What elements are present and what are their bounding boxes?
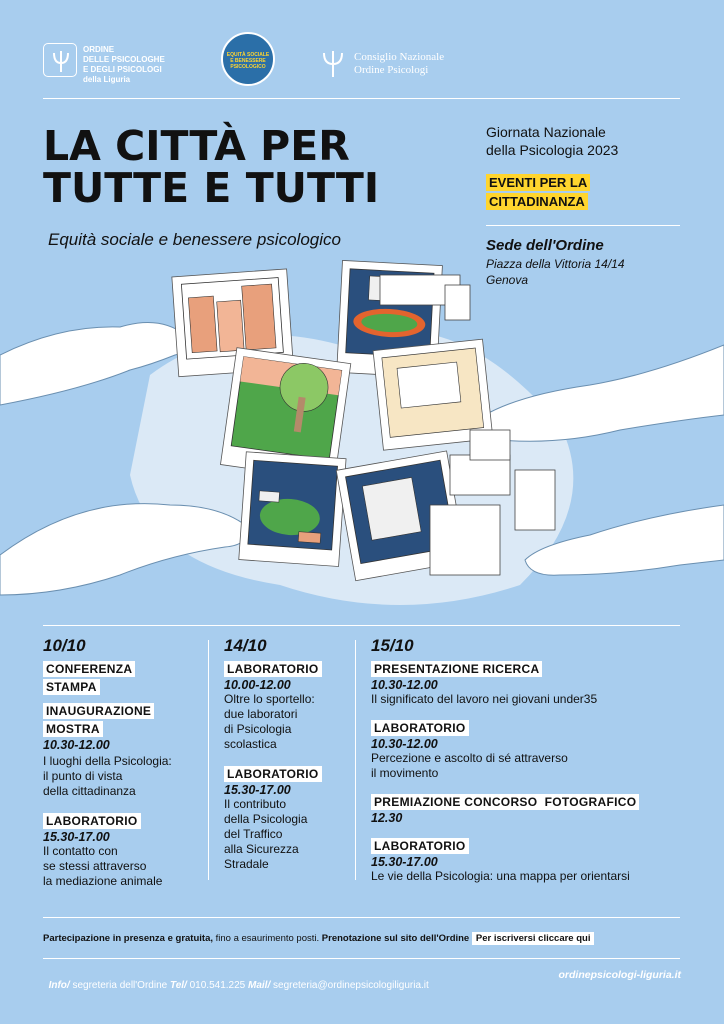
event-tag: LABORATORIO	[224, 766, 322, 782]
event-time: 10.30-12.00	[371, 737, 438, 751]
desc-line: alla Sicurezza	[224, 842, 299, 856]
event-desc: Il significato del lavoro nei giovani under35	[371, 692, 598, 706]
eventi-line: EVENTI PER LA	[486, 174, 590, 191]
footer-divider-top	[43, 917, 680, 918]
program-divider	[43, 625, 680, 626]
eventi-line: CITTADINANZA	[486, 193, 588, 210]
desc-line: I luoghi della Psicologia:	[43, 754, 172, 768]
title-line-1: LA CITTÀ PER	[43, 122, 350, 170]
info-value: segreteria dell'Ordine	[69, 980, 170, 991]
date-15-10: 15/10	[371, 636, 414, 655]
event-tag: PRESENTAZIONE RICERCA	[371, 661, 542, 677]
event-desc	[371, 751, 683, 781]
sede-title: Sede dell'Ordine	[486, 237, 604, 254]
logo-ordine-line: E DEGLI PSICOLOGI	[83, 65, 162, 74]
desc-line: del Traffico	[224, 827, 283, 841]
event-desc	[224, 692, 354, 752]
logo-ordine-line: della Liguria	[83, 75, 131, 84]
sede-addr-line: Genova	[486, 273, 529, 287]
event-desc	[43, 754, 218, 799]
column-divider	[355, 640, 356, 880]
contact-info	[43, 969, 429, 991]
program-day-10-10	[43, 636, 218, 889]
title-line-2: TUTTE E TUTTI	[43, 164, 380, 212]
event-tag: INAUGURAZIONE	[43, 703, 154, 719]
event-tag: LABORATORIO	[371, 838, 469, 854]
giornata-text	[486, 123, 618, 159]
eventi-highlight	[486, 173, 590, 211]
program-day-14-10	[224, 636, 354, 872]
desc-line: Stradale	[224, 857, 269, 871]
event-tag: LABORATORIO	[43, 813, 141, 829]
subtitle: Equità sociale e benessere psicologico	[48, 230, 341, 249]
mail-value[interactable]: segreteria@ordinepsicologiliguria.it	[270, 980, 429, 991]
desc-line: Percezione e ascolto di sé attraverso	[371, 751, 568, 765]
event-time: 15.30-17.00	[371, 855, 438, 869]
register-link[interactable]: Per iscriversi cliccare qui	[472, 932, 595, 945]
cnop-line: Ordine Psicologi	[354, 64, 429, 76]
event-time: 15.30-17.00	[224, 783, 291, 797]
tel-label: Tel/	[169, 980, 187, 991]
badge-line: EQUITÀ SOCIALE	[226, 52, 270, 58]
event-desc	[224, 797, 354, 872]
tel-value[interactable]: 010.541.225	[186, 980, 248, 991]
desc-line: di Psicologia	[224, 722, 292, 736]
main-title	[43, 122, 380, 212]
column-divider	[208, 640, 209, 880]
program-day-15-10	[371, 636, 683, 884]
desc-line: due laboratori	[224, 707, 298, 721]
cnop-logo[interactable]	[318, 47, 468, 79]
giornata-badge	[221, 32, 275, 86]
giornata-line: Giornata Nazionale	[486, 124, 606, 140]
logo-ordine-line: DELLE PSICOLOGHE	[83, 55, 165, 64]
event-time: 10.00-12.00	[224, 678, 291, 692]
participation-note	[43, 933, 594, 944]
desc-line: Il contatto con	[43, 844, 118, 858]
ordine-logo[interactable]	[43, 43, 183, 84]
website-link[interactable]: ordinepsicologi-liguria.it	[558, 969, 681, 981]
sede-addr-line: Piazza della Vittoria 14/14	[486, 257, 625, 271]
psi-logo-icon	[43, 43, 77, 77]
desc-line: della Psicologia	[224, 812, 308, 826]
photo-cars	[239, 452, 346, 567]
cnop-line: Consiglio Nazionale	[354, 51, 445, 63]
desc-line: il movimento	[371, 766, 439, 780]
info-label: Info/	[48, 980, 70, 991]
hand-bottom-left	[0, 504, 248, 595]
footer-divider-bottom	[43, 958, 680, 959]
event-time: 15.30-17.00	[43, 830, 110, 844]
event-time: 10.30-12.00	[43, 738, 110, 752]
badge-line: PSICOLOGICO	[230, 64, 266, 70]
event-desc	[43, 844, 218, 889]
event-tag: MOSTRA	[43, 721, 103, 737]
event-tag: STAMPA	[43, 679, 100, 695]
desc-line: Oltre lo sportello:	[224, 692, 315, 706]
event-desc: Le vie della Psicologia: una mappa per orientarsi	[371, 869, 630, 883]
desc-line: della cittadinanza	[43, 784, 136, 798]
desc-line: scolastica	[224, 737, 277, 751]
note-part: Prenotazione sul sito dell'Ordine	[321, 933, 470, 944]
event-tag: CONFERENZA	[43, 661, 135, 677]
side-divider	[486, 225, 680, 226]
date-14-10: 14/10	[224, 636, 267, 655]
logo-ordine-line: ORDINE	[83, 45, 115, 54]
cnop-psi-icon	[318, 47, 348, 79]
event-tag: LABORATORIO	[224, 661, 322, 677]
event-time: 10.30-12.00	[371, 678, 438, 692]
desc-line: il punto di vista	[43, 769, 123, 783]
desc-line: la mediazione animale	[43, 874, 163, 888]
city-photos-illustration	[0, 255, 724, 620]
date-10-10: 10/10	[43, 636, 86, 655]
giornata-line: della Psicologia 2023	[486, 142, 619, 158]
event-tag: LABORATORIO	[371, 720, 469, 736]
header-divider	[43, 98, 680, 99]
note-part: Partecipazione in presenza e gratuita,	[43, 933, 213, 944]
desc-line: se stessi attraverso	[43, 859, 147, 873]
event-time: 12.30	[371, 811, 403, 825]
desc-line: Il contributo	[224, 797, 287, 811]
note-part: fino a esaurimento posti.	[213, 933, 322, 944]
badge-line: E BENESSERE	[230, 58, 266, 64]
event-tag: PREMIAZIONE CONCORSO FOTOGRAFICO	[371, 794, 639, 810]
mail-label: Mail/	[248, 980, 271, 991]
